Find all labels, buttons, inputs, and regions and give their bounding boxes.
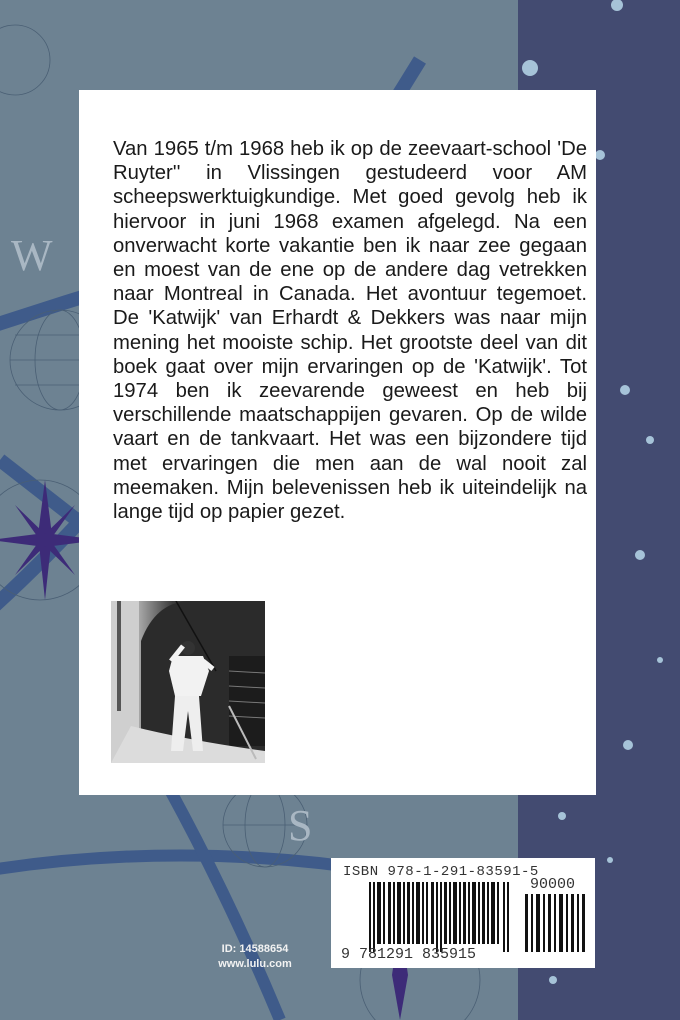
barcode-bars-icon [369,882,509,952]
price-addon: 90000 [530,876,576,893]
book-blurb: Van 1965 t/m 1968 heb ik op de zeevaart-school 'De Ruyter'' in Vlissingen gestudeerd voor AM scheepswerktuigkundige. Met goed gevolg heb ik hiervoor in juni 1968 examen afgelegd. Na een onverwacht korte vakantie ben ik naar zee gegaan en moest van de ene op de andere dag vetrekken naar Montreal in Canada. Het avontuur tegemoet. De 'Katwijk' van Erhardt & Dekkers was naar mijn mening het mooiste schip. Het grootste deel van dit boek gaat over mijn ervaringen op de 'Katwijk'. Tot 1974 ben ik zeevarende geweest en heb bij verschillende maatschappijen gevaren. Op de wilde vaart en de tankvaart. Het was een bijzondere tijd met ervaringen die men aan de wal nooit zal meemaken. Mijn belevenissen heb ik uiteindelijk na lange tijd op papier gezet. [113,138,587,524]
publisher-url: www.lulu.com [218,958,292,970]
compass-letter-west: W [11,231,53,280]
photo-figure-icon [111,601,265,763]
addon-bars-icon [525,894,585,952]
publisher-id: ID: 14588654 [221,943,289,955]
barcode-digits: 9 781291 835915 [341,946,477,963]
isbn-label: ISBN 978-1-291-83591-5 [343,864,539,880]
compass-letter-south: S [288,801,313,850]
author-photo [111,601,265,763]
publisher-info [205,942,305,972]
isbn-barcode [331,858,595,968]
